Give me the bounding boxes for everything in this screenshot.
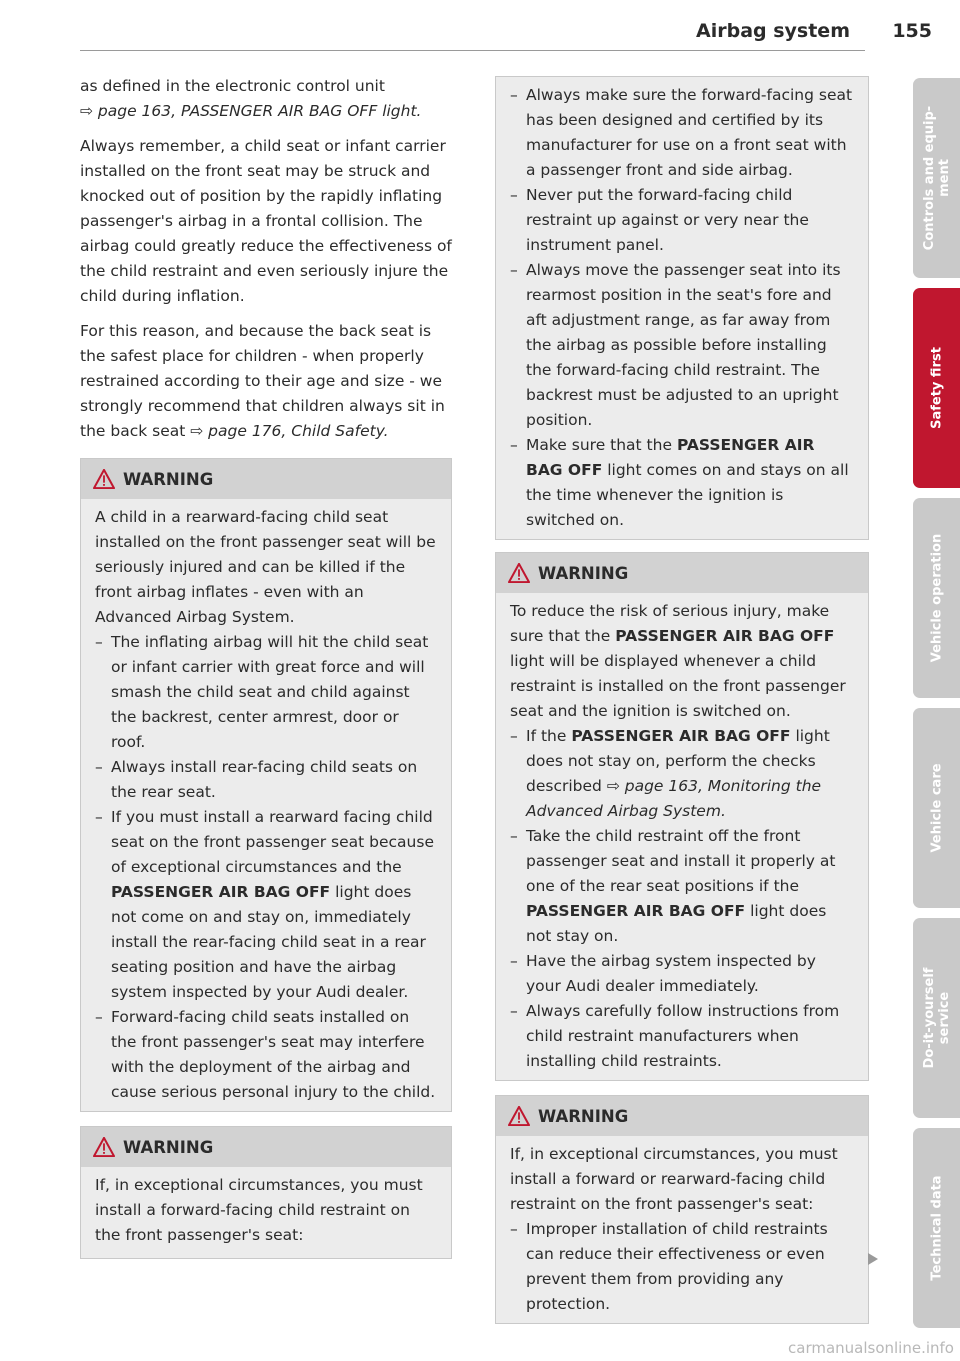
- warning-header: [81, 1127, 451, 1167]
- warning-title: WARNING: [538, 563, 629, 583]
- list-item: – If you must install a rearward facing child seat on the front passenger seat because of exceptional circumstances and the PASSENGER AIR BAG OFF light does not come on and stay on, immediately install the rear-facing child seat in a rear seating position and have the airbag system inspected by your Audi dealer.: [95, 808, 434, 1001]
- warning-list: [510, 724, 854, 1074]
- list-item: – Always move the passenger seat into its rearmost position in the seat's fore and aft adjustment range, as far away from the airbag as possible before installing the forward-facing child restraint. The backrest must be adjusted to an upright position.: [510, 261, 841, 429]
- list-item: – Take the child restraint off the front passenger seat and install it properly at one of the rear seat positions if the PASSENGER AIR BAG OFF light does not stay on.: [510, 827, 836, 945]
- warning-triangle-icon: [508, 563, 530, 583]
- warning-intro: To reduce the risk of serious injury, make sure that the PASSENGER AIR BAG OFF light will be displayed whenever a child restraint is installed on the front passenger seat and the ignition is switched on.: [510, 602, 846, 720]
- warning-list: [95, 630, 437, 1105]
- warning-list: [510, 83, 854, 533]
- warning-title: WARNING: [538, 1106, 629, 1126]
- sidebar-tab-controls[interactable]: Controls and equip- ment: [913, 78, 960, 278]
- body-text: For this reason, and because the back seat is the safest place for children - when properly restrained according to their age and size - we strongly recommend that children always sit in the back seat: [80, 322, 445, 440]
- warning-body: [496, 593, 868, 1080]
- warning-body: [81, 499, 451, 1111]
- warning-triangle-icon: [93, 1137, 115, 1157]
- watermark: carmanualsonline.info: [788, 1339, 954, 1357]
- header-rule: [80, 50, 865, 51]
- warning-header: [496, 553, 868, 593]
- cross-reference-link[interactable]: ⇨ page 163, PASSENGER AIR BAG OFF light.: [80, 102, 422, 120]
- list-item: – Always install rear-facing child seats on the rear seat.: [95, 758, 418, 801]
- sidebar-tab-vehicle-care[interactable]: Vehicle care: [913, 708, 960, 908]
- warning-header: [496, 1096, 868, 1136]
- list-item: – Always carefully follow instructions from child restraint manufacturers when installing child restraints.: [510, 1002, 840, 1070]
- warning-header: [81, 459, 451, 499]
- body-paragraph: Always remember, a child seat or infant carrier installed on the front seat may be struck and knocked out of position by the rapidly inflating passenger's airbag in a frontal collision. The airbag could greatly reduce the effectiveness of the child restraint and even seriously injure the child during inflation.: [80, 137, 452, 305]
- sidebar-tab-safety-first[interactable]: Safety first: [913, 288, 960, 488]
- list-item: – Always make sure the forward-facing seat has been designed and certified by its manufacturer for use on a front seat with a passenger front and side airbag.: [510, 86, 853, 179]
- intro-text: as defined in the electronic control unit: [80, 77, 385, 95]
- warning-box: [80, 458, 452, 1112]
- warning-body: [496, 1136, 868, 1323]
- warning-box: [495, 552, 869, 1081]
- page-number: 155: [892, 20, 932, 42]
- list-item: – Make sure that the PASSENGER AIR BAG OFF light comes on and stays on all the time whenever the ignition is switched on.: [510, 436, 849, 529]
- warning-triangle-icon: [508, 1106, 530, 1126]
- warning-title: WARNING: [123, 1137, 214, 1157]
- cross-reference-link[interactable]: ⇨ page 163, Monitoring the Advanced Airbag System.: [526, 777, 822, 820]
- body-paragraph: [80, 319, 452, 444]
- list-item: – Have the airbag system inspected by your Audi dealer immediately.: [510, 952, 816, 995]
- left-column: [80, 74, 452, 1259]
- continue-arrow-icon: [868, 1253, 878, 1265]
- warning-intro: If, in exceptional circumstances, you must install a forward or rearward-facing child restraint on the front passenger's seat:: [510, 1145, 838, 1213]
- warning-body: [496, 77, 868, 539]
- warning-title: WARNING: [123, 469, 214, 489]
- right-column: [495, 76, 869, 1324]
- list-item: – If the PASSENGER AIR BAG OFF light does not stay on, perform the checks described ⇨ page 163, Monitoring the Advanced Airbag System.: [510, 727, 830, 820]
- page-section-title: Airbag system: [696, 20, 850, 42]
- cross-reference-link[interactable]: ⇨ page 176, Child Safety.: [190, 422, 389, 440]
- list-item: – Improper installation of child restraints can reduce their effectiveness or even prevent them from providing any protection.: [510, 1220, 828, 1313]
- sidebar-tab-do-it-yourself[interactable]: Do-it-yourself service: [913, 918, 960, 1118]
- warning-box: [495, 1095, 869, 1324]
- sidebar-tab-technical-data[interactable]: Technical data: [913, 1128, 960, 1328]
- warning-list: [510, 1217, 854, 1317]
- warning-box: [80, 1126, 452, 1259]
- list-item: – The inflating airbag will hit the child seat or infant carrier with great force and will smash the child seat and child against the backrest, center armrest, door or roof.: [95, 633, 429, 751]
- sidebar-tab-vehicle-operation[interactable]: Vehicle operation: [913, 498, 960, 698]
- warning-body: [81, 1167, 451, 1258]
- list-item: – Never put the forward-facing child restraint up against or very near the instrument panel.: [510, 186, 809, 254]
- warning-intro: A child in a rearward-facing child seat installed on the front passenger seat will be seriously injured and can be killed if the front airbag inflates - even with an Advanced Airbag System.: [95, 508, 436, 626]
- warning-triangle-icon: [93, 469, 115, 489]
- intro-paragraph: [80, 74, 452, 124]
- warning-continuation-box: [495, 76, 869, 540]
- list-item: – Forward-facing child seats installed on the front passenger's seat may interfere with the deployment of the airbag and cause serious personal injury to the child.: [95, 1008, 436, 1101]
- warning-intro: If, in exceptional circumstances, you must install a forward-facing child restraint on the front passenger's seat:: [95, 1176, 423, 1244]
